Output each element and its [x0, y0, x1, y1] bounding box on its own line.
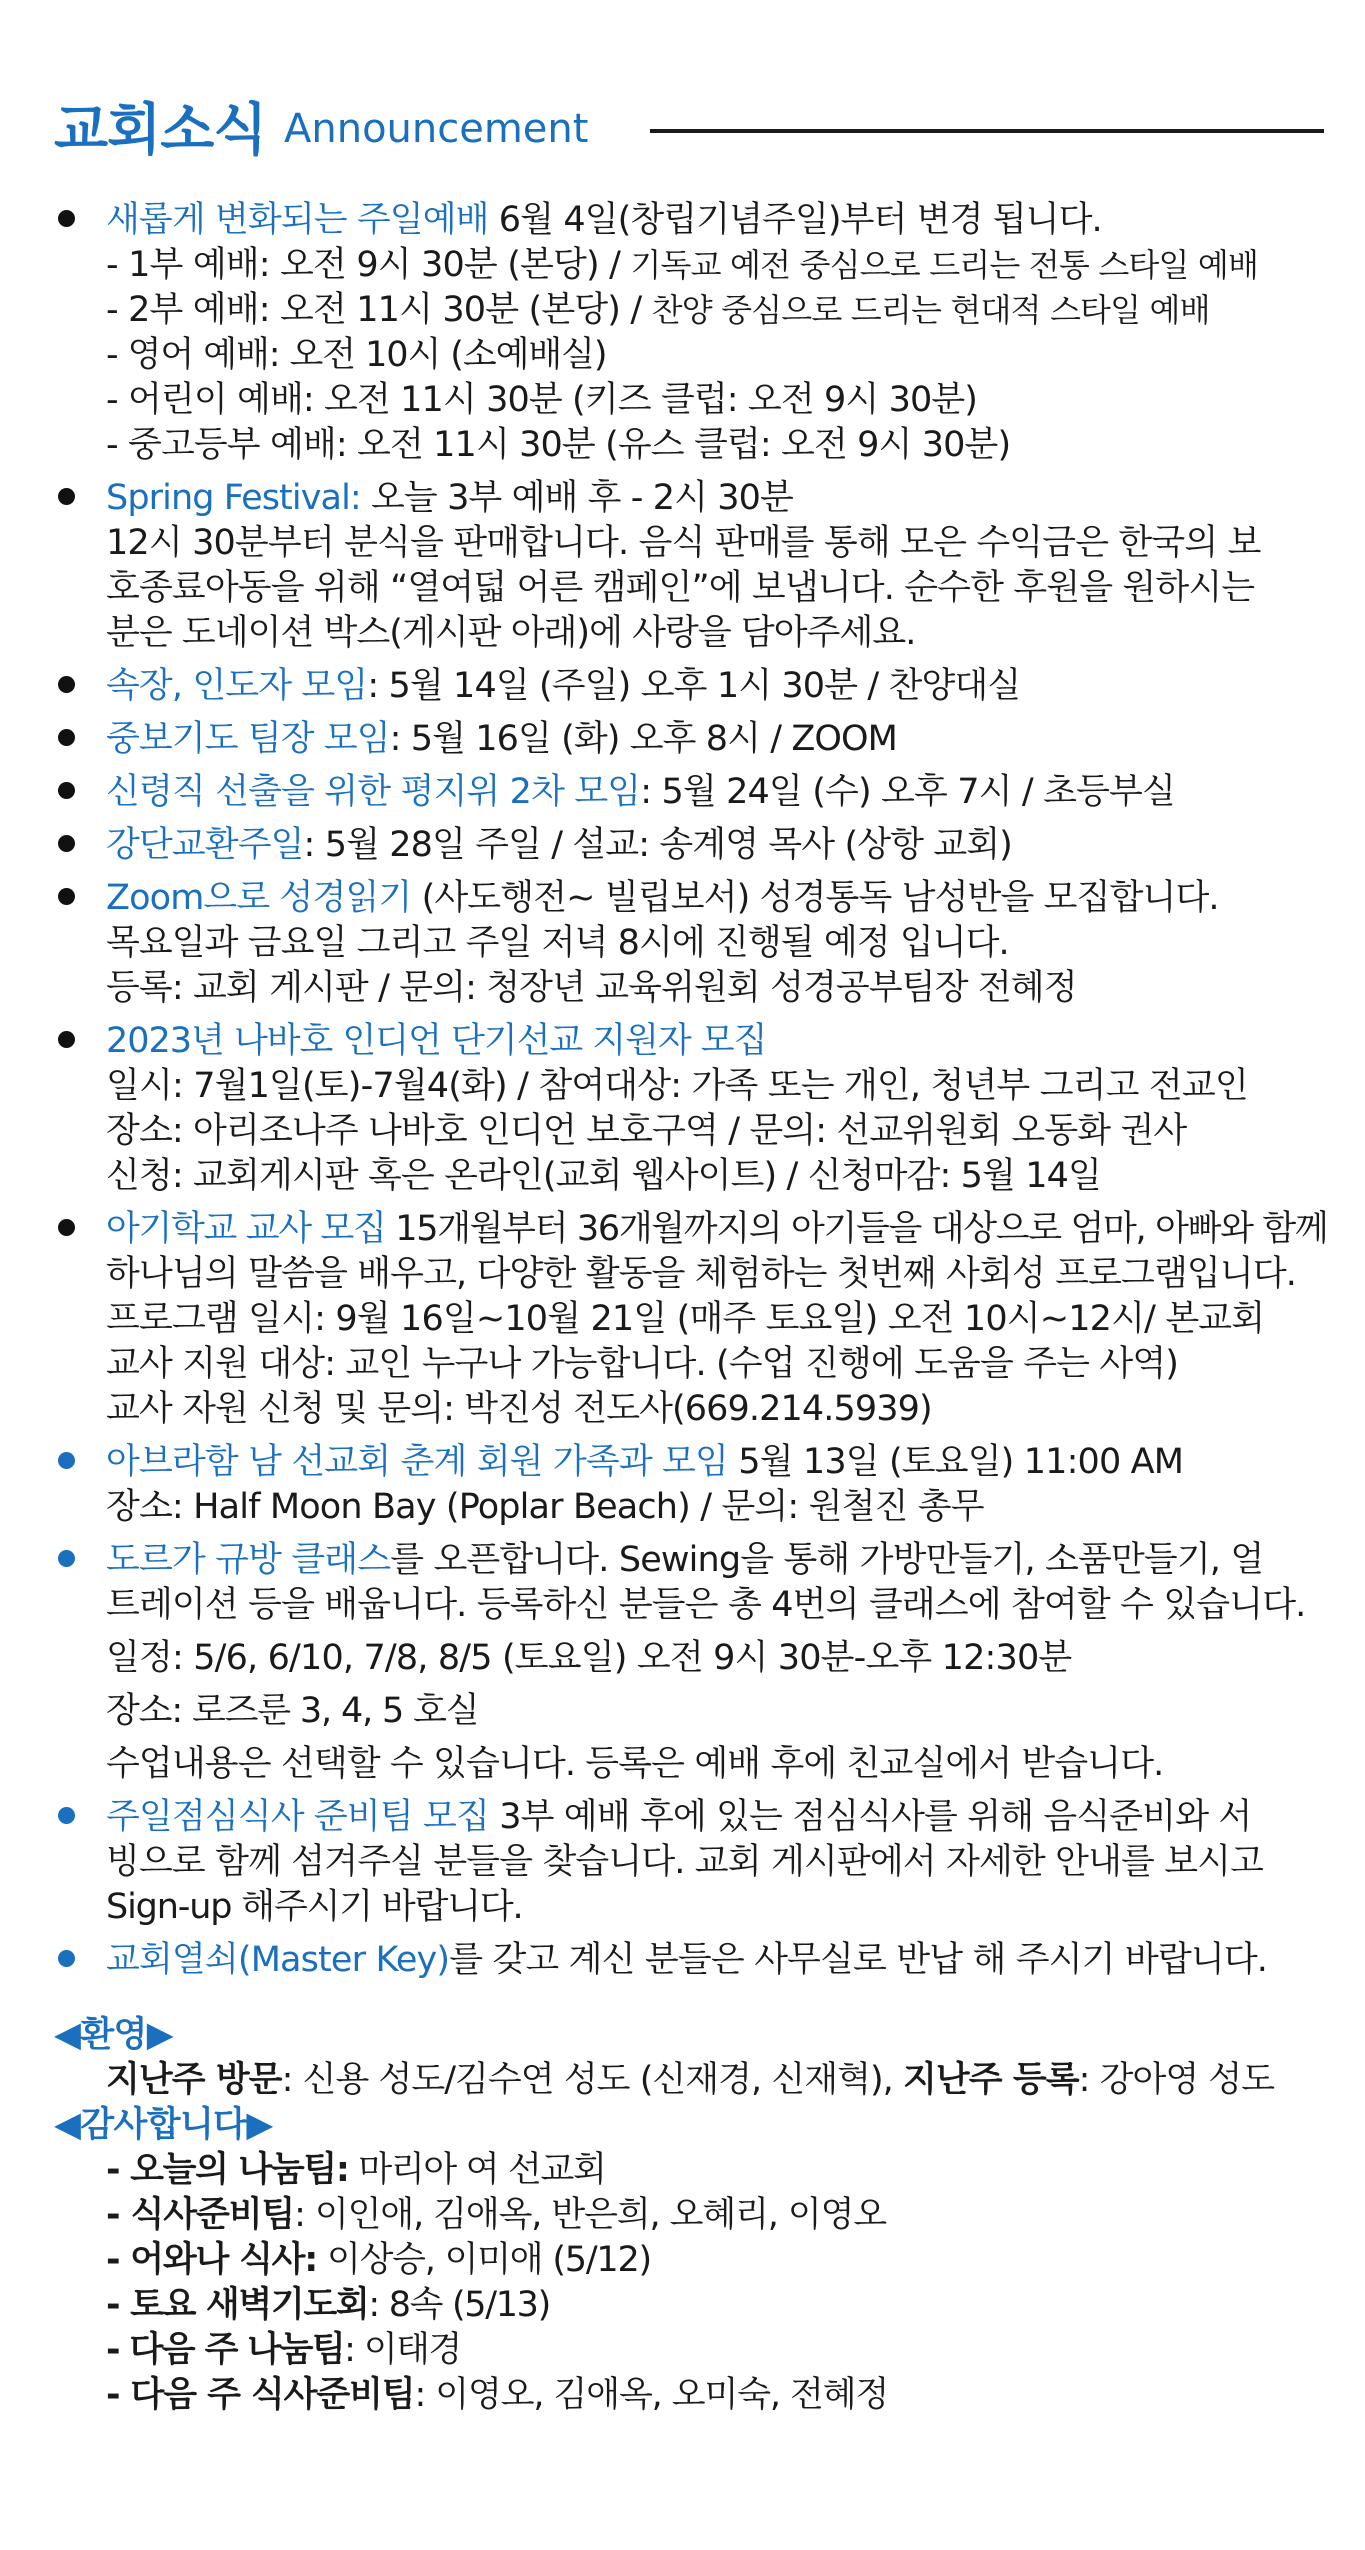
- announcement-text: 프로그램 일시: 9월 16일~10월 21일 (매주 토요일) 오전 10시~12시/ 본교회: [106, 1299, 1265, 1339]
- register-label: 지난주 등록: [903, 2060, 1079, 2100]
- page-title: 교회소식: [54, 98, 267, 163]
- announcement-item: [54, 198, 1339, 468]
- announcement-text: 를 갖고 계신 분들은 사무실로 반납 해 주시기 바랍니다.: [449, 1940, 1268, 1980]
- announcement-note: 기독교 예전 중심으로 드리는 전통 스타일 예배: [630, 246, 1259, 284]
- announcement-item: [54, 876, 1339, 1011]
- thanks-text: : 이영오, 김애옥, 오미숙, 전혜정: [414, 2375, 889, 2415]
- announcement-text: 분은 도네이션 박스(게시판 아래)에 사랑을 담아주세요.: [106, 613, 916, 653]
- announcement-heading: 새롭게 변화되는 주일예배: [106, 200, 489, 240]
- announcement-text: 호종료아동을 위해 “열여덟 어른 캠페인”에 보냅니다. 순수한 후원을 원하시는: [106, 568, 1255, 608]
- announcement-item: [54, 664, 1339, 709]
- thanks-row: [54, 2328, 1344, 2373]
- announcement-text: 교사 지원 대상: 교인 누구나 가능합니다. (수업 진행에 도움을 주는 사역): [106, 1344, 1179, 1384]
- thanks-text: : 이인애, 김애옥, 반은희, 오혜리, 이영오: [294, 2195, 887, 2235]
- announcement-heading: 2023년 나바호 인디언 단기선교 지원자 모집: [106, 1021, 767, 1061]
- announcement-text: : 5월 16일 (화) 오후 8시 / ZOOM: [389, 719, 897, 759]
- announcement-text: 트레이션 등을 배웁니다. 등록하신 분들은 총 4번의 클래스에 참여할 수 있습니다.: [106, 1585, 1306, 1625]
- announcement-text: 5월 13일 (토요일) 11:00 AM: [727, 1442, 1184, 1482]
- announcement-item: [54, 717, 1339, 762]
- announcement-line: [106, 378, 1339, 423]
- announcement-text: 수업내용은 선택할 수 있습니다. 등록은 예배 후에 친교실에서 받습니다.: [106, 1744, 1164, 1784]
- announcement-line: [106, 1387, 1339, 1432]
- announcement-line: [106, 1689, 1339, 1734]
- announcement-line: [106, 1795, 1339, 1840]
- announcement-line: [106, 1485, 1339, 1530]
- announcement-text: 15개월부터 36개월까지의 아기들을 대상으로 엄마, 아빠와 함께: [385, 1209, 1328, 1249]
- announcement-line: [106, 333, 1339, 378]
- announcement-item: [54, 770, 1339, 815]
- announcement-text: 장소: Half Moon Bay (Poplar Beach) / 문의: 원철진 총무: [106, 1487, 984, 1527]
- announcement-text: : 5월 14일 (주일) 오후 1시 30분 / 찬양대실: [367, 666, 1021, 706]
- thanks-label: - 다음 주 식사준비팀: [106, 2375, 415, 2415]
- bullet-icon: [58, 835, 75, 852]
- visit-text: : 신용 성도/김수연 성도 (신재경, 신재혁),: [281, 2060, 904, 2100]
- announcement-line: [106, 770, 1339, 815]
- bullet-icon: [58, 1452, 75, 1469]
- announcement-line: [106, 1938, 1339, 1983]
- thanks-label: - 어와나 식사:: [106, 2240, 318, 2280]
- bullet-icon: [58, 1807, 75, 1824]
- announcement-text: - 1부 예배: 오전 9시 30분 (본당) /: [106, 245, 631, 285]
- announcement-heading: 강단교환주일: [106, 825, 304, 865]
- thanks-section: [54, 2103, 1344, 2418]
- announcement-line: [106, 423, 1339, 468]
- thanks-label: - 식사준비팀: [106, 2195, 295, 2235]
- announcement-line: [106, 664, 1339, 709]
- announcement-heading: 아기학교 교사 모집: [106, 1209, 386, 1249]
- announcement-text: 목요일과 금요일 그리고 주일 저녁 8시에 진행될 예정 입니다.: [106, 923, 1009, 963]
- announcement-line: [106, 476, 1339, 521]
- announcement-line: [106, 1440, 1339, 1485]
- thanks-text: 이상승, 이미애 (5/12): [317, 2240, 651, 2280]
- announcement-text: 신청: 교회게시판 혹은 온라인(교회 웹사이트) / 신청마감: 5월 14일: [106, 1156, 1101, 1196]
- announcement-heading: 속장, 인도자 모임: [106, 666, 368, 706]
- announcement-line: [106, 1885, 1339, 1930]
- announcement-text: Sign-up 해주시기 바랍니다.: [106, 1887, 523, 1927]
- announcement-line: [106, 1583, 1339, 1628]
- announcement-line: [106, 1297, 1339, 1342]
- announcement-heading: 중보기도 팀장 모임: [106, 719, 390, 759]
- announcement-line: [106, 243, 1339, 288]
- announcement-heading: Zoom으로 성경읽기: [106, 878, 412, 918]
- announcement-line: [106, 1742, 1339, 1787]
- thanks-title: ◀감사합니다▶: [54, 2105, 273, 2145]
- announcement-line: [106, 611, 1339, 656]
- thanks-text: : 이태경: [344, 2330, 461, 2370]
- announcement-text: 오늘 3부 예배 후 - 2시 30분: [360, 478, 793, 518]
- header: [54, 86, 1324, 166]
- bullet-icon: [58, 676, 75, 693]
- announcement-item: [54, 1795, 1339, 1930]
- announcement-text: : 5월 28일 주일 / 설교: 송계영 목사 (상항 교회): [303, 825, 1012, 865]
- bullet-icon: [58, 1950, 75, 1967]
- thanks-list: [54, 2148, 1344, 2418]
- announcement-line: [106, 1840, 1339, 1885]
- thanks-row: [54, 2373, 1344, 2418]
- welcome-line: [54, 2058, 1344, 2103]
- thanks-text: 마리아 여 선교회: [348, 2150, 606, 2190]
- announcement-line: [106, 966, 1339, 1011]
- header-divider: [650, 129, 1324, 133]
- thanks-label: - 토요 새벽기도회: [106, 2285, 369, 2325]
- announcement-line: [106, 1064, 1339, 1109]
- bullet-icon: [58, 210, 75, 227]
- announcement-text: - 중고등부 예배: 오전 11시 30분 (유스 클럽: 오전 9시 30분): [106, 425, 1011, 465]
- announcement-line: [106, 921, 1339, 966]
- announcement-text: - 어린이 예배: 오전 11시 30분 (키즈 클럽: 오전 9시 30분): [106, 380, 978, 420]
- announcement-item: [54, 1938, 1339, 1983]
- announcement-item: [54, 823, 1339, 868]
- announcement-text: 장소: 로즈룬 3, 4, 5 호실: [106, 1691, 479, 1731]
- announcement-item: [54, 1538, 1339, 1787]
- announcement-item: [54, 1207, 1339, 1432]
- announcement-line: [106, 288, 1339, 333]
- announcement-text: - 영어 예배: 오전 10시 (소예배실): [106, 335, 607, 375]
- thanks-row: [54, 2238, 1344, 2283]
- announcement-line: [106, 1109, 1339, 1154]
- announcement-text: 12시 30분부터 분식을 판매합니다. 음식 판매를 통해 모은 수익금은 한국의 보: [106, 523, 1261, 563]
- announcement-text: 빙으로 함께 섬겨주실 분들을 찾습니다. 교회 게시판에서 자세한 안내를 보시고: [106, 1842, 1264, 1882]
- announcement-text: - 2부 예배: 오전 11시 30분 (본당) /: [106, 290, 652, 330]
- announcement-line: [106, 876, 1339, 921]
- announcement-line: [106, 717, 1339, 762]
- announcement-text: 일정: 5/6, 6/10, 7/8, 8/5 (토요일) 오전 9시 30분-오후 12:30분: [106, 1638, 1072, 1678]
- thanks-row: [54, 2193, 1344, 2238]
- announcement-heading: 신령직 선출을 위한 평지위 2차 모임: [106, 772, 641, 812]
- thanks-text: : 8속 (5/13): [368, 2285, 550, 2325]
- announcement-line: [106, 1252, 1339, 1297]
- announcement-text: (사도행전~ 빌립보서) 성경통독 남성반을 모집합니다.: [411, 878, 1219, 918]
- visit-label: 지난주 방문: [106, 2060, 282, 2100]
- thanks-row: [54, 2148, 1344, 2193]
- announcement-line: [106, 521, 1339, 566]
- announcement-line: [106, 1207, 1339, 1252]
- bullet-icon: [58, 888, 75, 905]
- announcement-text: 6월 4일(창립기념주일)부터 변경 됩니다.: [488, 200, 1102, 240]
- announcement-text: 를 오픈합니다. Sewing을 통해 가방만들기, 소품만들기, 얼: [390, 1540, 1264, 1580]
- register-text: : 강아영 성도: [1078, 2060, 1275, 2100]
- bullet-icon: [58, 488, 75, 505]
- announcement-text: 장소: 아리조나주 나바호 인디언 보호구역 / 문의: 선교위원회 오동화 권사: [106, 1111, 1187, 1151]
- announcement-line: [106, 566, 1339, 611]
- announcement-heading: 도르가 규방 클래스: [106, 1540, 391, 1580]
- announcement-line: [106, 198, 1339, 243]
- welcome-title: ◀환영▶: [54, 2015, 174, 2055]
- bullet-icon: [58, 782, 75, 799]
- thanks-row: [54, 2283, 1344, 2328]
- announcement-text: 교사 자원 신청 및 문의: 박진성 전도사(669.214.5939): [106, 1389, 932, 1429]
- announcement-heading: Spring Festival:: [106, 478, 361, 518]
- announcement-line: [106, 1019, 1339, 1064]
- announcement-line: [106, 1538, 1339, 1583]
- announcement-text: : 5월 24일 (수) 오후 7시 / 초등부실: [640, 772, 1175, 812]
- page-subtitle: Announcement: [284, 106, 589, 152]
- announcement-heading: 주일점심식사 준비팀 모집: [106, 1797, 489, 1837]
- bullet-icon: [58, 1550, 75, 1567]
- announcement-text: 일시: 7월1일(토)-7월4(화) / 참여대상: 가족 또는 개인, 청년부 그리고 전교인: [106, 1066, 1248, 1106]
- thanks-label: - 다음 주 나눔팀: [106, 2330, 345, 2370]
- bullet-icon: [58, 729, 75, 746]
- announcement-item: [54, 1440, 1339, 1530]
- welcome-section: [54, 2013, 1344, 2103]
- announcement-line: [106, 1342, 1339, 1387]
- announcement-heading: 아브라함 남 선교회 춘계 회원 가족과 모임: [106, 1442, 728, 1482]
- bullet-icon: [58, 1031, 75, 1048]
- announcement-text: 하나님의 말씀을 배우고, 다양한 활동을 체험하는 첫번째 사회성 프로그램입니다.: [106, 1254, 1297, 1294]
- announcement-line: [106, 1154, 1339, 1199]
- bullet-icon: [58, 1219, 75, 1236]
- announcement-line: [106, 1636, 1339, 1681]
- announcement-text: 3부 예배 후에 있는 점심식사를 위해 음식준비와 서: [488, 1797, 1252, 1837]
- announcement-item: [54, 476, 1339, 656]
- announcement-line: [106, 823, 1339, 868]
- announcement-item: [54, 1019, 1339, 1199]
- announcement-heading: 교회열쇠(Master Key): [106, 1940, 450, 1980]
- announcement-note: 찬양 중심으로 드리는 현대적 스타일 예배: [651, 291, 1210, 329]
- thanks-label: - 오늘의 나눔팀:: [106, 2150, 349, 2190]
- announcement-text: 등록: 교회 게시판 / 문의: 청장년 교육위원회 성경공부팀장 전혜정: [106, 968, 1077, 1008]
- announcement-list: [54, 198, 1339, 1991]
